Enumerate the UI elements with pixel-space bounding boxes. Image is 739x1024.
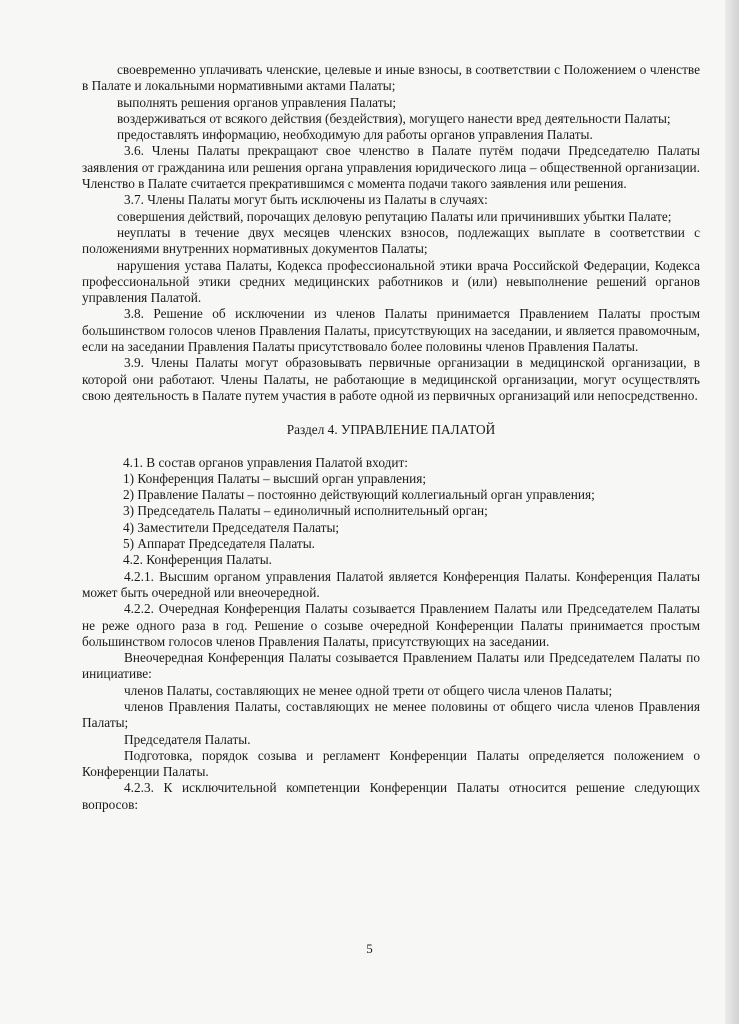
paragraphs-bottom: [82, 569, 700, 813]
list-item: 4) Заместители Председателя Палаты;: [123, 519, 340, 535]
page-number: 5: [366, 941, 373, 956]
paragraph: нарушения устава Палаты, Кодекса профессиональной этики врача Российской Федерации, Кодекса профессиональной этики средних медицинских работников и (или) невыполнение решений органов управления Палатой.: [82, 257, 700, 306]
paragraph: Подготовка, порядок созыва и регламент Конференции Палаты определяется положением о Конференции Палаты.: [82, 747, 700, 780]
paragraph: неуплаты в течение двух месяцев членских взносов, подлежащих выплате в соответствии с положениями внутренних нормативных документов Палаты;: [82, 224, 700, 257]
page-edge-shadow: [725, 0, 739, 1024]
paragraph: членов Правления Палаты, составляющих не менее половины от общего числа членов Правления Палаты;: [82, 698, 700, 731]
list-item: 2) Правление Палаты – постоянно действующий коллегиальный орган управления;: [123, 487, 595, 503]
paragraph: членов Палаты, составляющих не менее одной трети от общего числа членов Палаты;: [124, 682, 613, 698]
section-title: Раздел 4. УПРАВЛЕНИЕ ПАЛАТОЙ: [286, 422, 496, 438]
list-item: 1) Конференция Палаты – высший орган управления;: [123, 470, 427, 486]
paragraph: воздерживаться от всякого действия (бездействия), могущего нанести вред деятельности Палаты;: [117, 110, 671, 126]
list-item: 3) Председатель Палаты – единоличный исполнительный орган;: [123, 503, 488, 519]
paragraph: 4.2.2. Очередная Конференция Палаты созывается Правлением Палаты или Председателем Палаты не реже одного раза в год. Решение о созыве очередной Конференции Палаты принимается простым большинством голосов членов Правления Палаты, присутствующих на заседании.: [82, 601, 700, 649]
list-intro: 4.1. В состав органов управления Палатой входит:: [123, 454, 408, 470]
paragraph: 4.2.1. Высшим органом управления Палатой является Конференция Палаты. Конференция Палаты может быть очередной или внеочередной.: [82, 568, 700, 600]
paragraph: выполнять решения органов управления Палаты;: [117, 94, 397, 110]
paragraph: совершения действий, порочащих деловую репутацию Палаты или причинивших убытки Палате;: [117, 208, 672, 224]
paragraph: 3.6. Члены Палаты прекращают свое членство в Палате путём подачи Председателю Палаты заявления от гражданина или решения органа управления юридического лица – общественной организации. Членство в Палате считается прекратившимся с момента подачи такого заявления или решения.: [82, 143, 700, 192]
paragraph: Внеочередная Конференция Палаты созывается Правлением Палаты или Председателем Палаты по инициативе:: [82, 650, 700, 682]
paragraph: Председателя Палаты.: [124, 731, 251, 747]
list-items: [123, 471, 700, 552]
paragraph: 3.7. Члены Палаты могут быть исключены из Палаты в случаях:: [124, 192, 488, 208]
list-item: 5) Аппарат Председателя Палаты.: [123, 536, 316, 552]
paragraph: 4.2.3. К исключительной компетенции Конференции Палаты относится решение следующих вопросов:: [82, 780, 700, 812]
subsection-heading: 4.2. Конференция Палаты.: [123, 552, 272, 568]
paragraph: 3.9. Члены Палаты могут образовывать первичные организации в медицинской организации, в которой они работают. Члены Палаты, не работающие в медицинской организации, могут осуществлять свою деятельность в Палате путем участия в работе одной из первичных организаций или непосредственно.: [82, 355, 700, 403]
paragraph: предоставлять информацию, необходимую для работы органов управления Палаты.: [117, 127, 593, 143]
paragraphs-top: [82, 62, 700, 404]
paragraph: 3.8. Решение об исключении из членов Палаты принимается Правлением Палаты простым большинством голосов членов Правления Палаты, присутствующих на заседании, и является правомочным, если на заседании Правления Палаты присутствовало более половины членов Правления Палаты.: [82, 306, 700, 355]
management-list: [82, 455, 700, 569]
document-body: [82, 62, 700, 813]
paragraph: своевременно уплачивать членские, целевые и иные взносы, в соответствии с Положением о членстве в Палате и локальными нормативными актами Палаты;: [82, 62, 700, 94]
